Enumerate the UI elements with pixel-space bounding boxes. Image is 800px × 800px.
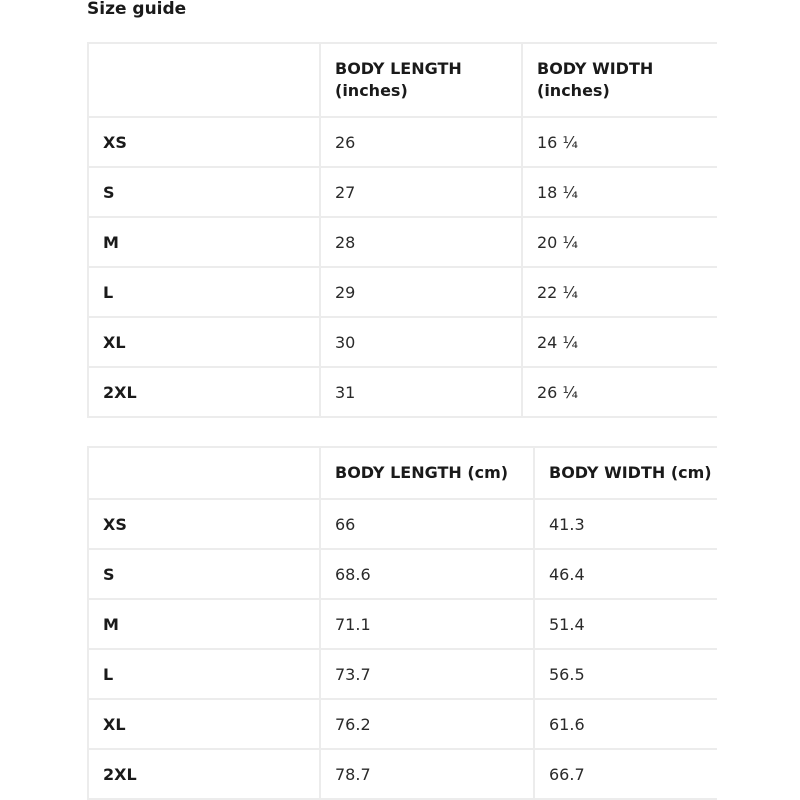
table-row [88,167,717,217]
size-label: XL [88,317,320,367]
body-width-value: 46.4 [534,549,717,599]
size-label: M [88,217,320,267]
body-length-value: 73.7 [320,649,534,699]
size-label: XL [88,699,320,749]
body-length-value: 27 [320,167,522,217]
size-label: 2XL [88,749,320,799]
size-label: XS [88,499,320,549]
size-label: 2XL [88,367,320,417]
body-width-value: 24 ¼ [522,317,717,367]
body-width-value: 56.5 [534,649,717,699]
table-row [88,217,717,267]
body-width-value: 16 ¼ [522,117,717,167]
body-width-value: 41.3 [534,499,717,549]
column-header-body-length: BODY LENGTH (inches) [320,43,522,117]
table-row [88,317,717,367]
body-length-value: 28 [320,217,522,267]
size-label: L [88,649,320,699]
body-length-value: 66 [320,499,534,549]
table-row [88,649,717,699]
table-row [88,549,717,599]
body-length-value: 78.7 [320,749,534,799]
table-header-row [88,43,717,117]
page-title: Size guide [87,0,187,19]
column-header-body-width: BODY WIDTH (cm) [534,447,717,499]
size-label: XS [88,117,320,167]
body-width-value: 20 ¼ [522,217,717,267]
size-table-cm-container [87,446,717,800]
table-row [88,599,717,649]
column-header-size [88,43,320,117]
size-label: L [88,267,320,317]
body-width-value: 66.7 [534,749,717,799]
body-width-value: 51.4 [534,599,717,649]
table-row [88,749,717,799]
body-length-value: 29 [320,267,522,317]
table-row [88,699,717,749]
column-header-body-length: BODY LENGTH (cm) [320,447,534,499]
size-table-inches [87,42,717,418]
body-width-value: 18 ¼ [522,167,717,217]
size-label: M [88,599,320,649]
table-row [88,117,717,167]
body-length-value: 31 [320,367,522,417]
table-row [88,499,717,549]
body-length-value: 30 [320,317,522,367]
body-width-value: 61.6 [534,699,717,749]
size-label: S [88,549,320,599]
table-header-row [88,447,717,499]
body-length-value: 76.2 [320,699,534,749]
column-header-size [88,447,320,499]
table-row [88,267,717,317]
size-table-inches-container [87,42,717,419]
column-header-body-width: BODY WIDTH (inches) [522,43,717,117]
body-length-value: 26 [320,117,522,167]
body-width-value: 26 ¼ [522,367,717,417]
body-width-value: 22 ¼ [522,267,717,317]
body-length-value: 71.1 [320,599,534,649]
table-row [88,367,717,417]
body-length-value: 68.6 [320,549,534,599]
size-table-cm [87,446,717,800]
size-label: S [88,167,320,217]
